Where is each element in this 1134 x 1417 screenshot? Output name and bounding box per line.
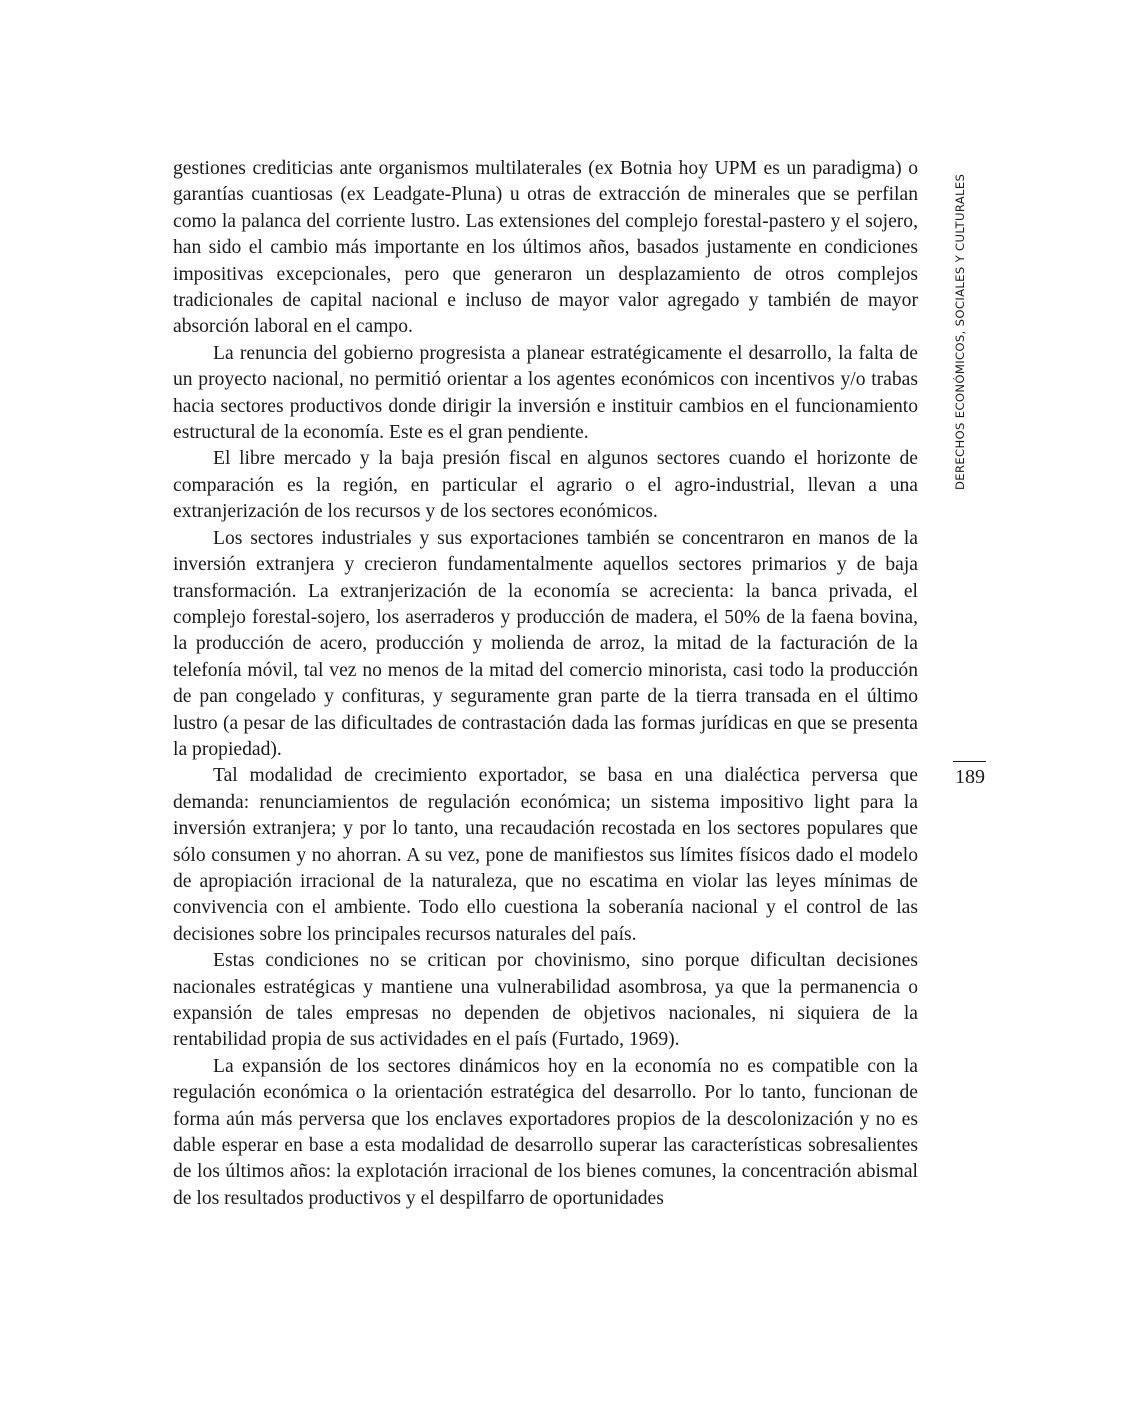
paragraph-7: La expansión de los sectores dinámicos hoy en la economía no es compatible con la regulación económica o la orientación estratégica del desarrollo. Por lo tanto, funcionan de forma aún más perversa que los enclaves exportadores propios de la descolonización y no es dable esperar en base a esta modalidad de desarrollo superar las características sobresalientes de los últimos años: la explotación irracional de los bienes comunes, la concentración abismal de los resultados productivos y el despilfarro de oportunidades xyxy=(173,1055,918,1209)
page-number-rule xyxy=(953,761,986,762)
paragraph-3: El libre mercado y la baja presión fiscal en algunos sectores cuando el horizonte de comparación es la región, en particular el agrario o el agro-industrial, llevan a una extranjerización de los recursos y de los sectores económicos. xyxy=(173,448,918,523)
paragraph-1: gestiones crediticias ante organismos multilaterales (ex Botnia hoy UPM es un paradigma) o garantías cuantiosas (ex Leadgate-Pluna) u otras de extracción de minerales que se perfilan como la palanca del corriente lustro. Las extensiones del complejo forestal-pastero y el sojero, han sido el cambio más importante en los últimos años, basados justamente en condiciones impositivas excepcionales, pero que generaron un desplazamiento de otros complejos tradicionales de capital nacional e incluso de mayor valor agregado y también de mayor absorción laboral en el campo. xyxy=(173,158,918,338)
running-head xyxy=(950,160,970,490)
running-head-text: DERECHOS ECONÓMICOS, SOCIALES Y CULTURALES xyxy=(953,173,967,490)
page-number: 189 xyxy=(955,766,985,788)
paragraph-6: Estas condiciones no se critican por chovinismo, sino porque dificultan decisiones nacionales estratégicas y mantiene una vulnerabilidad asombrosa, ya que la permanencia o expansión de tales empresas no dependen de objetivos nacionales, ni siquiera de la rentabilidad propia de sus actividades en el país (Furtado, 1969). xyxy=(173,950,918,1051)
paragraph-4: Los sectores industriales y sus exportaciones también se concentraron en manos de la inversión extranjera y crecieron fundamentalmente aquellos sectores primarios y de baja transformación. La extranjerización de la economía se acrecienta: la banca privada, el complejo forestal-sojero, los aserraderos y producción de madera, el 50% de la faena bovina, la producción de acero, producción y molienda de arroz, la mitad de la facturación de la telefonía móvil, tal vez no menos de la mitad del comercio minorista, casi todo la producción de pan congelado y confituras, y seguramente gran parte de la tierra transada en el último lustro (a pesar de las dificultades de contrastación dada las formas jurídicas en que se presenta la propiedad). xyxy=(173,527,918,760)
body-text xyxy=(173,156,918,1212)
paragraph-5: Tal modalidad de crecimiento exportador, se basa en una dialéctica perversa que demanda: renunciamientos de regulación económica; un sistema impositivo light para la inversión extranjera; y por lo tanto, una recaudación recostada en los sectores populares que sólo consumen y no ahorran. A su vez, pone de manifiestos sus límites físicos dado el modelo de apropiación irracional de la naturaleza, que no escatima en violar las leyes mínimas de convivencia con el ambiente. Todo ello cuestiona la soberanía nacional y el control de las decisiones sobre los principales recursos naturales del país. xyxy=(173,765,918,945)
paragraph-2: La renuncia del gobierno progresista a planear estratégicamente el desarrollo, la falta de un proyecto nacional, no permitió orientar a los agentes económicos con incentivos y/o trabas hacia sectores productivos donde dirigir la inversión e instituir cambios en el funcionamiento estructural de la economía. Este es el gran pendiente. xyxy=(173,342,918,444)
